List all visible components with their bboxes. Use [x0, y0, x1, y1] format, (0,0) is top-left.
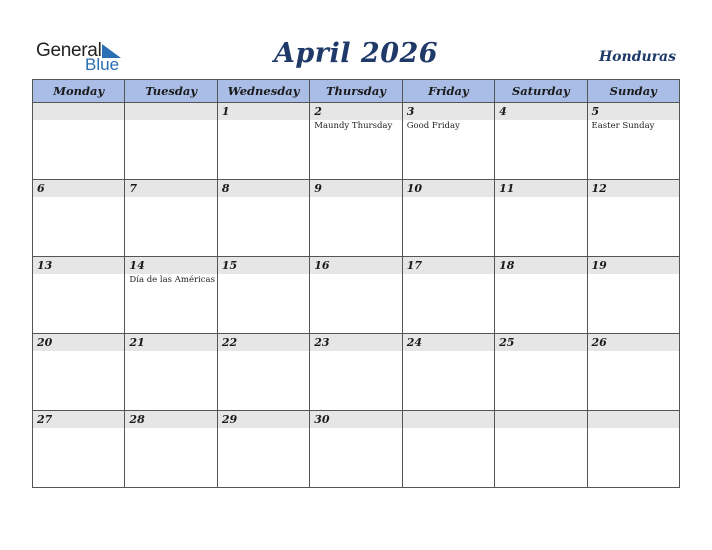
day-cell [33, 334, 125, 411]
weekday-header-row [33, 80, 680, 103]
week-row [33, 103, 680, 180]
weekday-header: Monday [33, 80, 125, 103]
holiday-label [33, 428, 124, 429]
weekday-header: Thursday [310, 80, 402, 103]
holiday-label [125, 428, 216, 429]
weekday-header: Sunday [587, 80, 679, 103]
day-cell [310, 103, 402, 180]
day-cell [217, 103, 309, 180]
day-number: 15 [218, 257, 309, 274]
day-cell [402, 334, 494, 411]
day-number: 20 [33, 334, 124, 351]
holiday-label [310, 351, 401, 352]
holiday-label [403, 274, 494, 275]
day-cell [125, 257, 217, 334]
day-cell [495, 103, 587, 180]
day-cell [587, 257, 679, 334]
calendar-grid [32, 79, 680, 488]
day-number: 13 [33, 257, 124, 274]
holiday-label [403, 351, 494, 352]
day-number: 14 [125, 257, 216, 274]
day-number [125, 103, 216, 120]
day-cell [310, 257, 402, 334]
holiday-label [495, 428, 586, 429]
day-cell [125, 411, 217, 488]
day-cell [33, 257, 125, 334]
holiday-label [588, 428, 679, 429]
day-number: 26 [588, 334, 679, 351]
day-cell [402, 257, 494, 334]
day-number: 25 [495, 334, 586, 351]
holiday-label [310, 197, 401, 198]
holiday-label: Good Friday [406, 121, 460, 131]
holiday-label [33, 274, 124, 275]
empty-day-cell [587, 411, 679, 488]
day-cell [587, 334, 679, 411]
holiday-label [495, 197, 586, 198]
day-number: 24 [403, 334, 494, 351]
logo-text-general: General [36, 40, 102, 61]
day-number: 16 [310, 257, 401, 274]
holiday-label: Maundy Thursday [314, 121, 393, 131]
holiday-label [125, 120, 216, 121]
day-number: 17 [403, 257, 494, 274]
empty-day-cell [33, 103, 125, 180]
day-cell [402, 103, 494, 180]
day-number [495, 411, 586, 428]
day-cell [402, 180, 494, 257]
day-cell [217, 411, 309, 488]
day-number: 1 [218, 103, 309, 120]
holiday-label [33, 120, 124, 121]
day-number: 23 [310, 334, 401, 351]
day-number: 30 [310, 411, 401, 428]
day-number: 19 [588, 257, 679, 274]
day-number: 28 [125, 411, 216, 428]
holiday-label [495, 274, 586, 275]
day-number: 4 [495, 103, 586, 120]
week-row [33, 411, 680, 488]
holiday-label [125, 197, 216, 198]
holiday-label [495, 120, 586, 121]
day-cell [33, 411, 125, 488]
day-cell [125, 180, 217, 257]
holiday-label [403, 197, 494, 198]
day-cell [310, 411, 402, 488]
day-number: 3 [403, 103, 494, 120]
empty-day-cell [125, 103, 217, 180]
day-number: 11 [495, 180, 586, 197]
calendar-title: April 2026 [273, 38, 439, 69]
day-cell [33, 180, 125, 257]
day-number: 18 [495, 257, 586, 274]
holiday-label: Easter Sunday [591, 121, 655, 131]
holiday-label [218, 120, 309, 121]
holiday-label [218, 274, 309, 275]
day-number: 12 [588, 180, 679, 197]
holiday-label [218, 428, 309, 429]
holiday-label [218, 351, 309, 352]
holiday-label [218, 197, 309, 198]
day-number: 29 [218, 411, 309, 428]
day-cell [125, 334, 217, 411]
holiday-label [588, 274, 679, 275]
holiday-label [310, 274, 401, 275]
day-number: 10 [403, 180, 494, 197]
holiday-label [310, 428, 401, 429]
day-cell [310, 334, 402, 411]
holiday-label [125, 351, 216, 352]
day-number: 2 [310, 103, 401, 120]
logo-text-blue: Blue [85, 55, 120, 74]
day-cell [217, 257, 309, 334]
day-cell [217, 180, 309, 257]
holiday-label [33, 197, 124, 198]
day-cell [217, 334, 309, 411]
day-number: 22 [218, 334, 309, 351]
week-row [33, 180, 680, 257]
day-number: 9 [310, 180, 401, 197]
day-number: 8 [218, 180, 309, 197]
weekday-header: Friday [402, 80, 494, 103]
day-cell [310, 180, 402, 257]
holiday-label [33, 351, 124, 352]
holiday-label [588, 351, 679, 352]
weekday-header: Wednesday [217, 80, 309, 103]
day-number: 7 [125, 180, 216, 197]
weekday-header: Tuesday [125, 80, 217, 103]
week-row [33, 257, 680, 334]
day-number: 6 [33, 180, 124, 197]
day-cell [587, 180, 679, 257]
day-number [588, 411, 679, 428]
day-number [403, 411, 494, 428]
empty-day-cell [402, 411, 494, 488]
holiday-label [588, 197, 679, 198]
day-number [33, 103, 124, 120]
day-cell [495, 180, 587, 257]
country-label: Honduras [598, 49, 676, 65]
day-number: 27 [33, 411, 124, 428]
day-number: 21 [125, 334, 216, 351]
weekday-header: Saturday [495, 80, 587, 103]
holiday-label: Día de las Américas [129, 275, 215, 285]
holiday-label [403, 428, 494, 429]
holiday-label [495, 351, 586, 352]
day-cell [495, 334, 587, 411]
week-row [33, 334, 680, 411]
day-cell [495, 257, 587, 334]
empty-day-cell [495, 411, 587, 488]
day-cell [587, 103, 679, 180]
day-number: 5 [588, 103, 679, 120]
